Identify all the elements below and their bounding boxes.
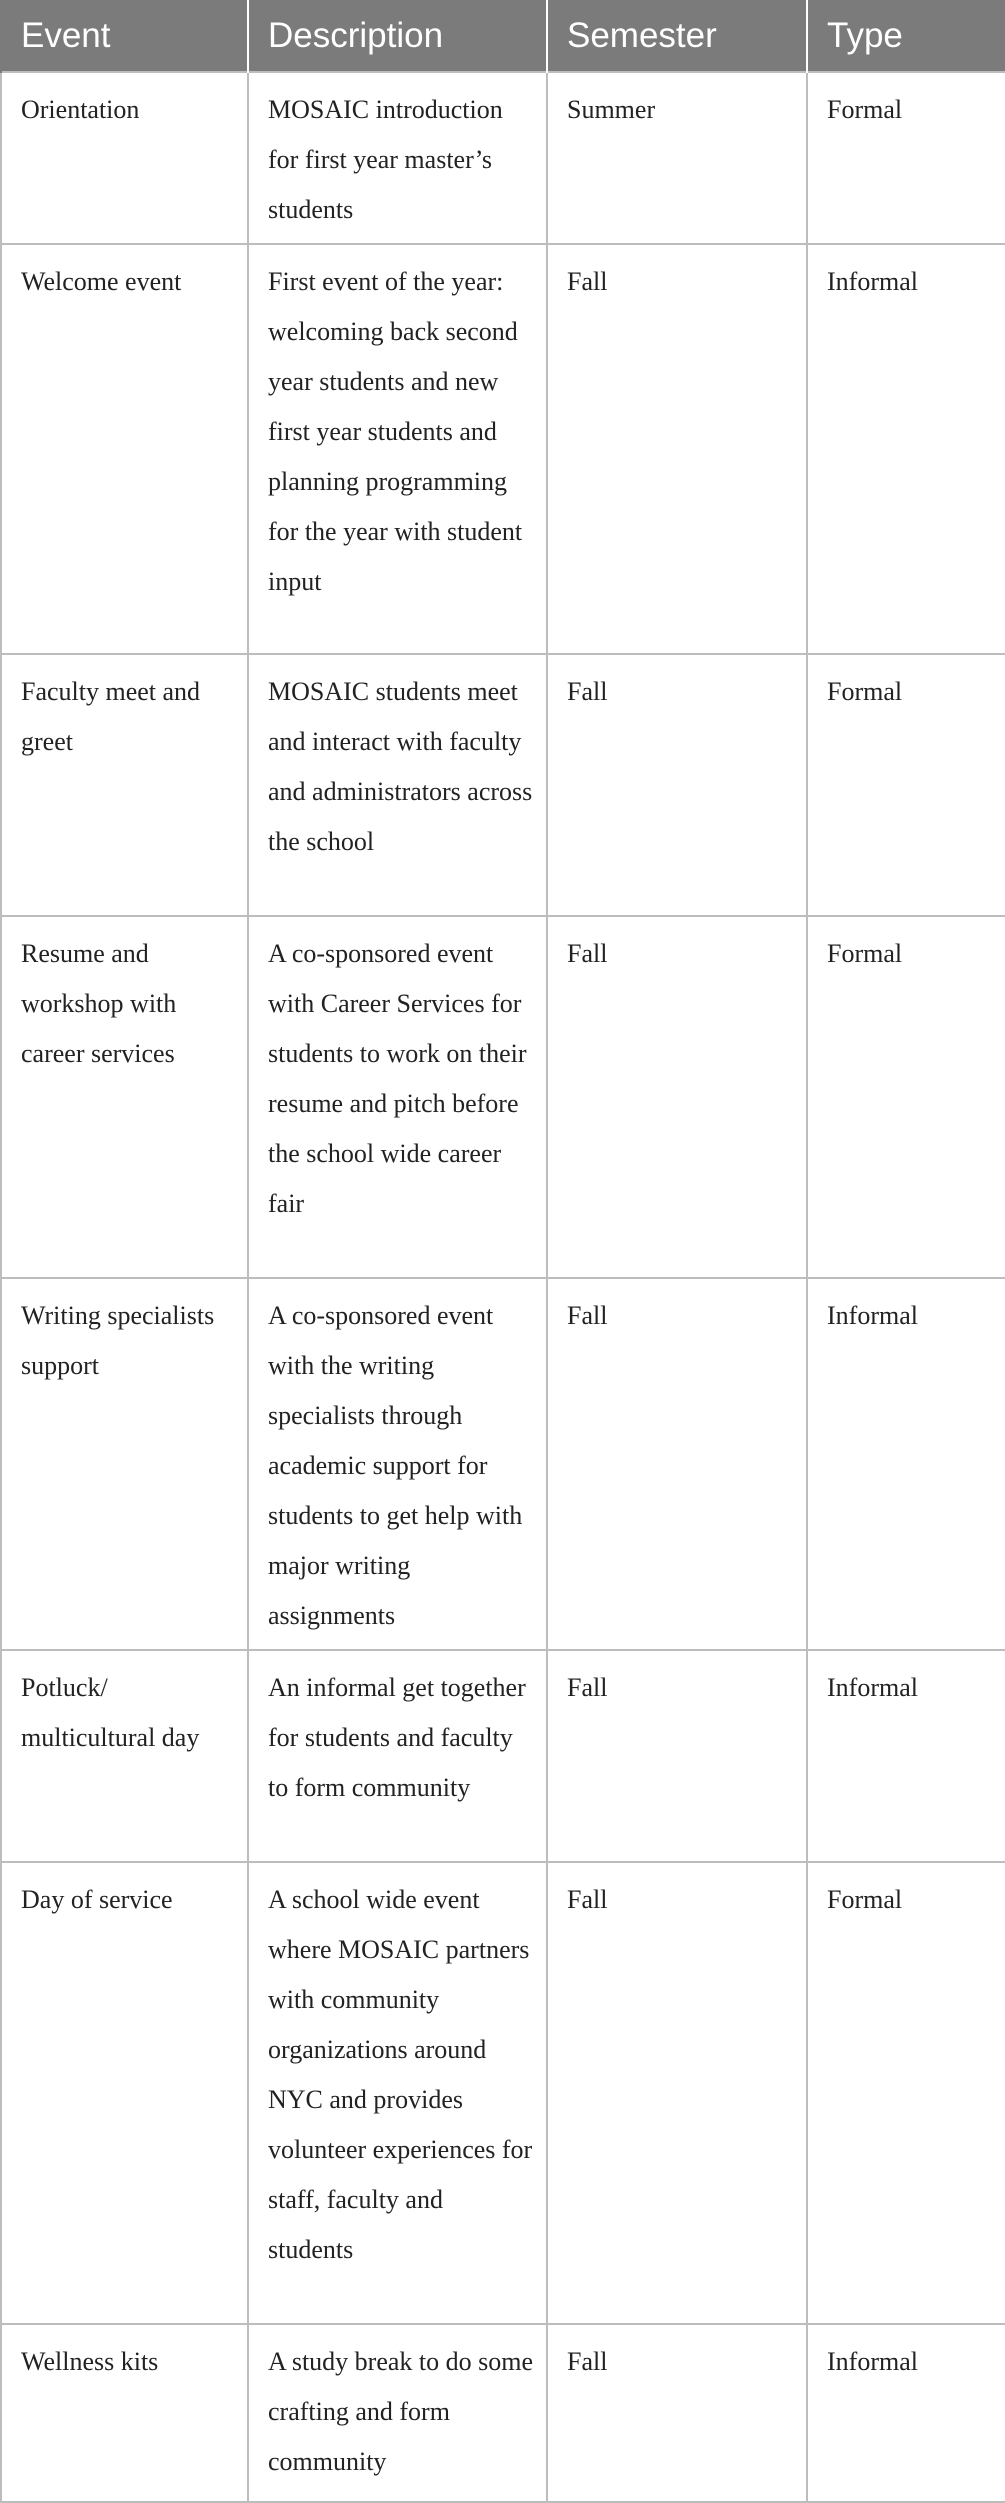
cell-semester: Fall [547,2324,807,2502]
cell-event: Faculty meet and greet [1,654,248,916]
table-row [1,1862,1005,2324]
table-row [1,72,1005,244]
cell-description: An informal get together for students and faculty to form community [248,1650,547,1862]
cell-event: Wellness kits [1,2324,248,2502]
cell-event: Welcome event [1,244,248,654]
cell-type: Informal [807,244,1005,654]
cell-event: Resume and workshop with career services [1,916,248,1278]
table-row [1,1650,1005,1862]
header-description: Description [248,0,547,72]
cell-description: A school wide event where MOSAIC partners with community organizations around NYC and provides volunteer experiences for staff, faculty and students [248,1862,547,2324]
table-header [1,0,1005,72]
cell-type: Formal [807,1862,1005,2324]
cell-description: A study break to do some crafting and form community [248,2324,547,2502]
cell-event: Orientation [1,72,248,244]
cell-event: Writing specialists support [1,1278,248,1650]
cell-semester: Fall [547,1862,807,2324]
cell-description: First event of the year: welcoming back second year students and new first year students and planning programming for the year with student input [248,244,547,654]
cell-type: Formal [807,72,1005,244]
header-event: Event [1,0,248,72]
cell-type: Formal [807,654,1005,916]
cell-event: Day of service [1,1862,248,2324]
cell-description: MOSAIC introduction for first year master’s students [248,72,547,244]
cell-event: Potluck/ multicultural day [1,1650,248,1862]
table-row [1,1278,1005,1650]
cell-semester: Fall [547,1650,807,1862]
cell-type: Formal [807,916,1005,1278]
header-row [1,0,1005,72]
header-semester: Semester [547,0,807,72]
cell-semester: Fall [547,1278,807,1650]
cell-semester: Summer [547,72,807,244]
header-type: Type [807,0,1005,72]
cell-description: A co-sponsored event with Career Services for students to work on their resume and pitch before the school wide career fair [248,916,547,1278]
cell-description: A co-sponsored event with the writing specialists through academic support for students to get help with major writing assignments [248,1278,547,1650]
cell-semester: Fall [547,916,807,1278]
cell-semester: Fall [547,244,807,654]
table-body [1,72,1005,2502]
cell-type: Informal [807,1278,1005,1650]
cell-semester: Fall [547,654,807,916]
table-row [1,2324,1005,2502]
table-row [1,244,1005,654]
cell-type: Informal [807,2324,1005,2502]
cell-type: Informal [807,1650,1005,1862]
table-row [1,916,1005,1278]
table-row [1,654,1005,916]
cell-description: MOSAIC students meet and interact with faculty and administrators across the school [248,654,547,916]
